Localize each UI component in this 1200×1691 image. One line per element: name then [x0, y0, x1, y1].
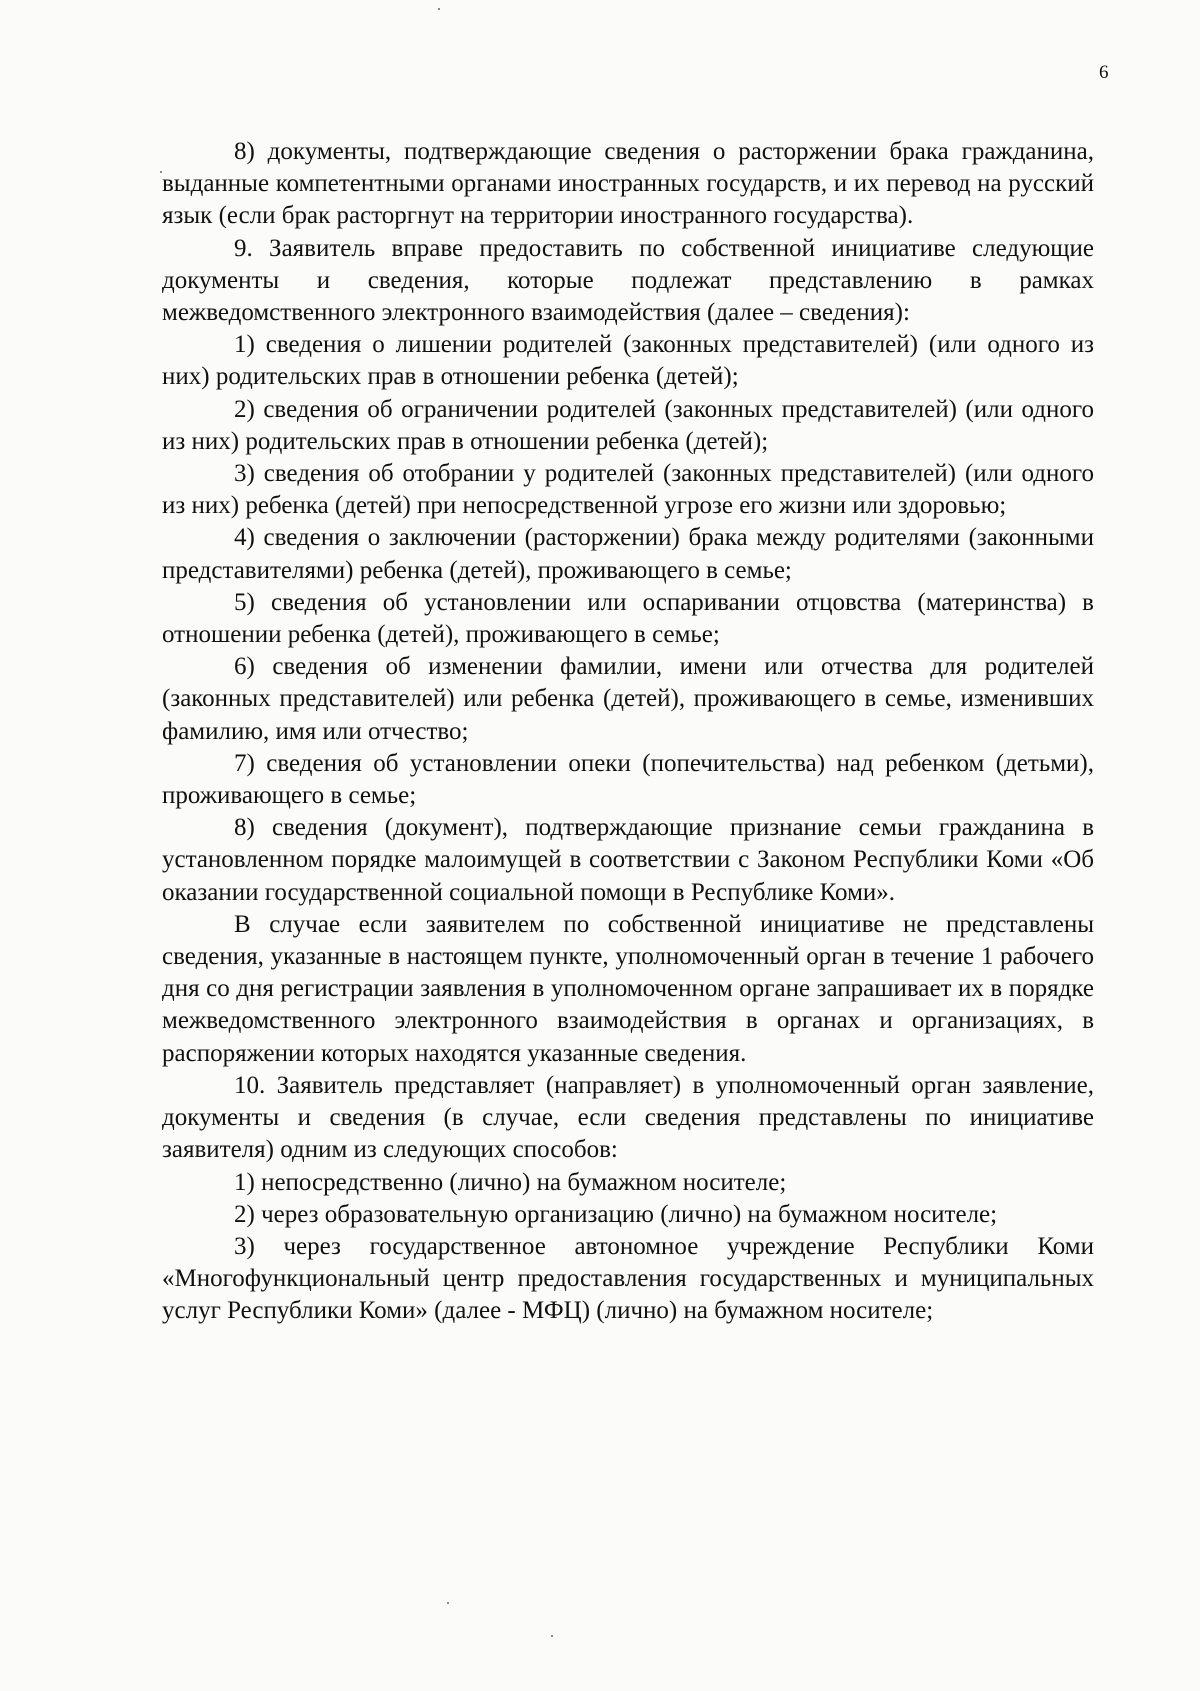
paragraph-method-1-in-person: 1) непосредственно (лично) на бумажном носителе; [234, 1168, 787, 1196]
document-body [162, 136, 1094, 1328]
paragraph-item-8-divorce-documents: 8) документы, подтверждающие сведения о расторжении брака гражданина, выданные компетентными органами иностранных государств, и их перевод на русский язык (если брак расторгнут на территории иностранного государства). [162, 138, 1094, 230]
scan-speck [160, 171, 162, 173]
paragraph-clause-9: 9. Заявитель вправе предоставить по собственной инициативе следующие документы и сведения, которые подлежат представлению в рамках межведомственного электронного взаимодействия (далее – сведения): [162, 234, 1094, 327]
scan-speck [438, 8, 440, 10]
scan-speck [447, 1602, 449, 1604]
paragraph-method-2-school: 2) через образовательную организацию (лично) на бумажном носителе; [234, 1200, 998, 1228]
scan-speck [551, 1635, 553, 1637]
paragraph-item-1-deprivation-rights: 1) сведения о лишении родителей (законных представителей) (или одного из них) родительских прав в отношении ребенка (детей); [162, 331, 1094, 391]
paragraph-item-3-removal-child: 3) сведения об отобрании у родителей (законных представителей) (или одного из них) ребенка (детей) при непосредственной угрозе его жизни или здоровью; [162, 460, 1094, 520]
paragraph-item-6-name-change: 6) сведения об изменении фамилии, имени или отчества для родителей (законных представителей) или ребенка (детей), проживающего в семье, изменивших фамилию, имя или отчество; [162, 653, 1094, 745]
paragraph-item-4-marriage: 4) сведения о заключении (расторжении) брака между родителями (законными представителями) ребенка (детей), проживающего в семье; [162, 524, 1094, 584]
page-number: 6 [1099, 62, 1109, 83]
paragraph-item-2-limitation-rights: 2) сведения об ограничении родителей (законных представителей) (или одного из них) родительских прав в отношении ребенка (детей); [162, 395, 1094, 455]
paragraph-clause-10: 10. Заявитель представляет (направляет) в уполномоченный орган заявление, документы и сведения (в случае, если сведения представлены по инициативе заявителя) одним из следующих способов: [162, 1071, 1094, 1164]
paragraph-item-7-guardianship: 7) сведения об установлении опеки (попечительства) над ребенком (детьми), проживающего в семье; [162, 749, 1094, 810]
paragraph-interagency-request: В случае если заявителем по собственной инициативе не представлены сведения, указанные в настоящем пункте, уполномоченный орган в течение 1 рабочего дня со дня регистрации заявления в уполномоченном органе запрашивает их в порядке межведомственного электронного взаимодействия в органах и организациях, в распоряжении которых находятся указанные сведения. [162, 910, 1094, 1067]
paragraph-method-3-mfc: 3) через государственное автономное учреждение Республики Коми «Многофункциональный центр предоставления государственных и муниципальных услуг Республики Коми» (далее - МФЦ) (лично) на бумажном носителе; [162, 1232, 1094, 1325]
paragraph-item-8-low-income: 8) сведения (документ), подтверждающие признание семьи гражданина в установленном порядке малоимущей в соответствии с Законом Республики Коми «Об оказании государственной социальной помощи в Республике Коми». [162, 814, 1094, 906]
paragraph-item-5-paternity: 5) сведения об установлении или оспаривании отцовства (материнства) в отношении ребенка (детей), проживающего в семье; [162, 588, 1094, 649]
